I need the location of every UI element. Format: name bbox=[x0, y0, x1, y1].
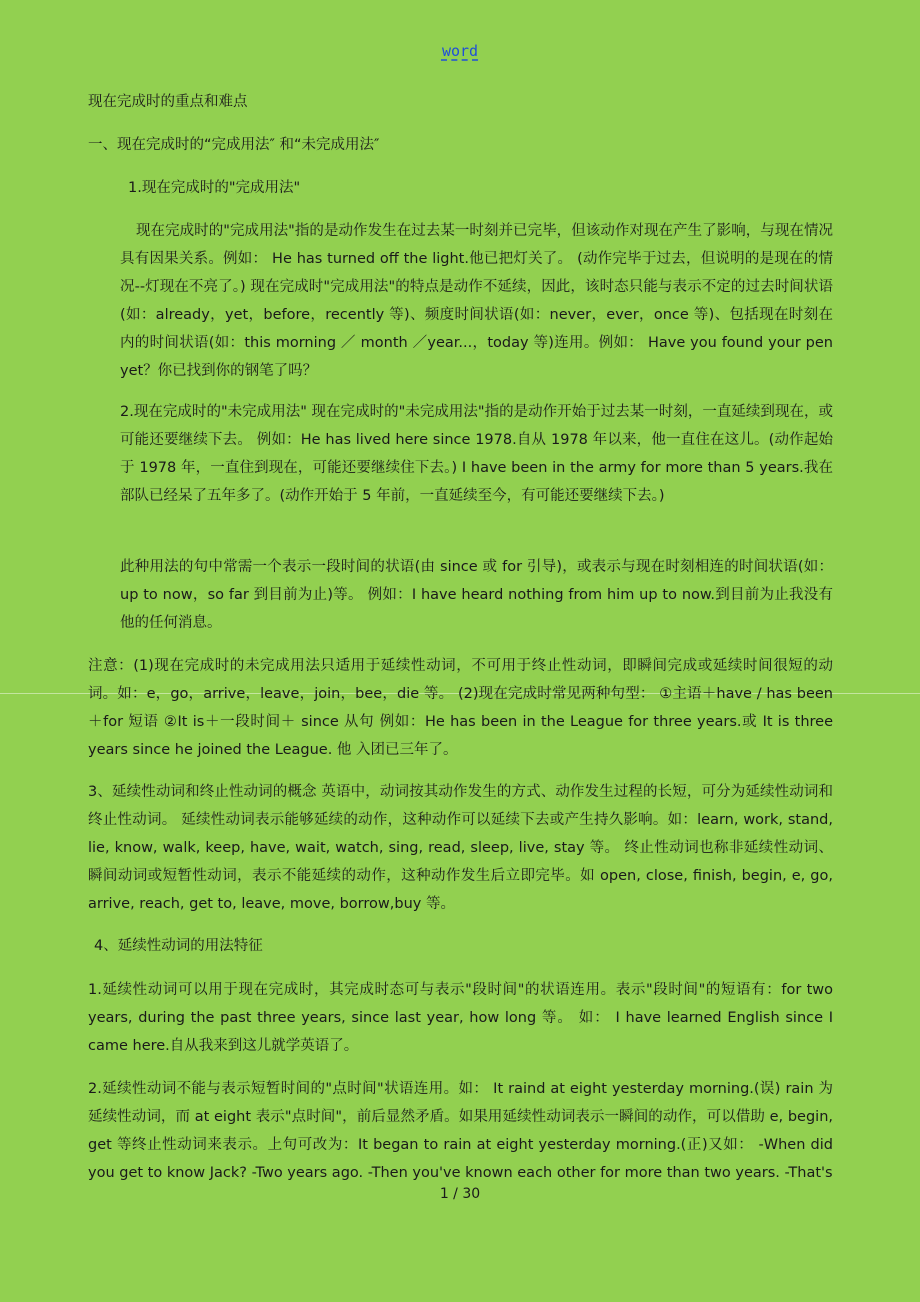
doc-title: 现在完成时的重点和难点 bbox=[88, 94, 248, 110]
sub1-heading: 1.现在完成时的"完成用法" bbox=[128, 180, 301, 196]
header-word-link[interactable]: word bbox=[441, 42, 479, 60]
paragraph-time-adverbials: 此种用法的句中常需一个表示一段时间的状语(由 since 或 for 引导)，或表示与现在时刻相连的时间状语(如：up to now，so far 到目前为止)等。 例如：I have heard nothing from him up to now.到目前为止我没有他的任何消息。 bbox=[120, 559, 833, 631]
paragraph-rule-1: 1.延续性动词可以用于现在完成时，其完成时态可与表示"段时间"的状语连用。表示"段时间"的短语有：for two years, during the past three years, since last year, how long 等。 如： I have learned English since I came here.自从我来到这儿就学英语了。 bbox=[88, 982, 833, 1054]
paragraph-rule-2: 2.延续性动词不能与表示短暂时间的"点时间"状语连用。如： It raind at eight yesterday morning.(误) rain 为延续性动词，而 at eight 表示"点时间"，前后显然矛盾。如果用延续性动词表示一瞬间的动作，可以借助 e, begin, get 等终止性动词来表示。上句可改为：It began to rain at eight yesterday morning.(正)又如： -When did you get to know Jack? -Two years ago. -Then you've known each other for more than two years. -That's bbox=[88, 1081, 833, 1181]
paragraph-notes: 注意：(1)现在完成时的未完成用法只适用于延续性动词，不可用于终止性动词，即瞬间完成或延续时间很短的动词。如：e，go，arrive，leave，join，bee，die 等。 (2)现在完成时常见两种句型： ①主语＋have / has been＋for 短语 ②It is＋一段时间＋ since 从句 例如：He has been in the League for three years.或 It is three years since he joined the League. 他 入团已三年了。 bbox=[88, 658, 833, 758]
section4-heading: 4、延续性动词的用法特征 bbox=[94, 938, 263, 954]
page-number: 1 / 30 bbox=[439, 1186, 481, 1202]
paragraph-incomplete-usage: 2.现在完成时的"未完成用法" 现在完成时的"未完成用法"指的是动作开始于过去某一时刻，一直延续到现在，或可能还要继续下去。 例如：He has lived here since 1978.自从 1978 年以来，他一直住在这儿。(动作起始于 1978 年，一直住到现在，可能还要继续住下去。) I have been in the army for more than 5 years.我在部队已经呆了五年多了。(动作开始于 5 年前，一直延续至今，有可能还要继续下去。) bbox=[120, 404, 833, 504]
paragraph-complete-usage: 现在完成时的"完成用法"指的是动作发生在过去某一时刻并已完毕，但该动作对现在产生了影响，与现在情况具有因果关系。例如： He has turned off the light.他已把灯关了。 (动作完毕于过去，但说明的是现在的情况--灯现在不亮了。) 现在完成时"完成用法"的特点是动作不延续，因此，该时态只能与表示不定的过去时间状语(如：already，yet，before，recently 等)、频度时间状语(如：never，ever，once 等)、包括现在时刻在内的时间状语(如：this morning ／ month ／year...，today 等)连用。例如： Have you found your pen yet？你已找到你的钢笔了吗？ bbox=[120, 223, 833, 379]
paragraph-verb-concepts: 3、延续性动词和终止性动词的概念 英语中，动词按其动作发生的方式、动作发生过程的长短，可分为延续性动词和终止性动词。 延续性动词表示能够延续的动作，这种动作可以延续下去或产生持久影响。如：learn, work, stand, lie, know, walk, keep, have, wait, watch, sing, read, sleep, live, stay 等。 终止性动词也称非延续性动词、瞬间动词或短暂性动词，表示不能延续的动作，这种动作发生后立即完毕。如 open, close, finish, begin, e, go, arrive, reach, get to, leave, move, borrow,buy 等。 bbox=[88, 784, 833, 912]
section1-heading: 一、现在完成时的“完成用法″ 和“未完成用法″ bbox=[88, 137, 380, 153]
